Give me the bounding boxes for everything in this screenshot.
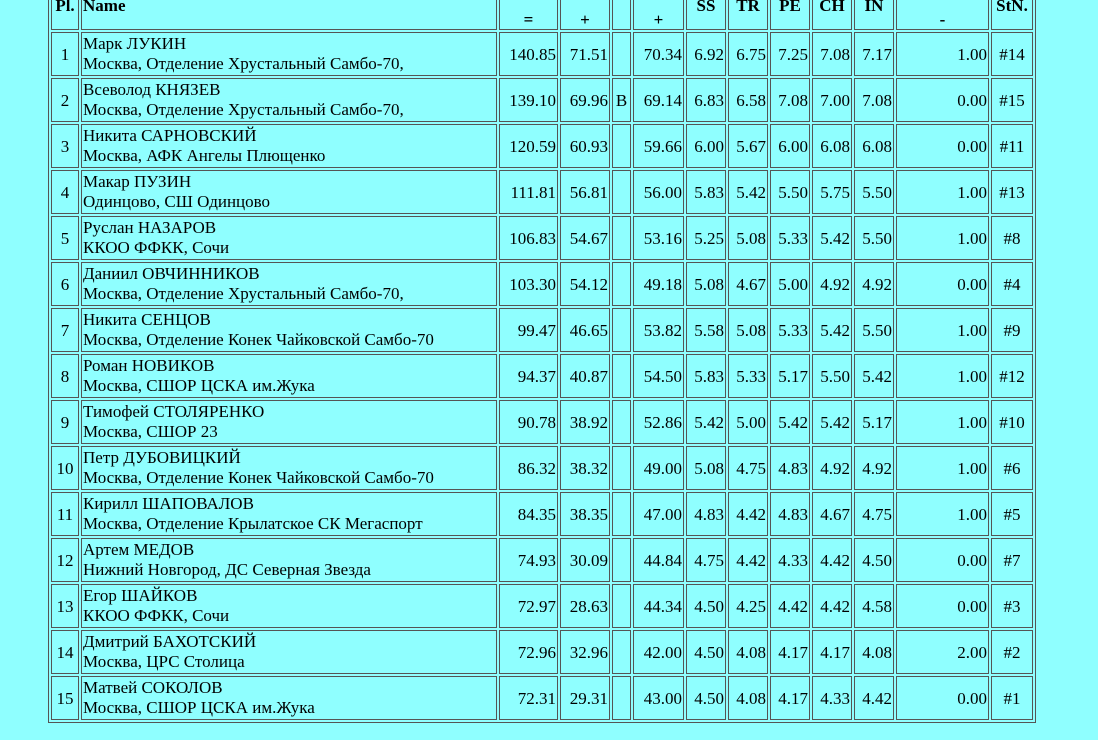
table-row [51, 32, 1033, 76]
cell-ch: 5.42 [812, 216, 852, 260]
cell-total-score: 103.30 [499, 262, 558, 306]
cell-in: 4.58 [854, 584, 894, 628]
cell-component-score: 44.34 [633, 584, 684, 628]
table-row [51, 354, 1033, 398]
cell-mark [612, 492, 631, 536]
cell-ch: 4.92 [812, 262, 852, 306]
cell-ch: 5.50 [812, 354, 852, 398]
cell-total-score: 90.78 [499, 400, 558, 444]
cell-in: 5.17 [854, 400, 894, 444]
cell-ss: 5.58 [686, 308, 726, 352]
skater-club: Москва, Отделение Хрустальный Самбо-70, [83, 54, 404, 73]
cell-deductions: 1.00 [896, 308, 989, 352]
cell-deductions: 1.00 [896, 354, 989, 398]
header-tss [499, 0, 558, 30]
cell-mark [612, 354, 631, 398]
header-ch: CH [812, 0, 852, 30]
table-row [51, 400, 1033, 444]
header-tss-label: = [523, 10, 534, 29]
cell-component-score: 53.16 [633, 216, 684, 260]
cell-element-score: 54.67 [560, 216, 610, 260]
cell-tr: 5.67 [728, 124, 768, 168]
cell-ss: 4.75 [686, 538, 726, 582]
cell-element-score: 28.63 [560, 584, 610, 628]
cell-tr: 4.08 [728, 676, 768, 720]
cell-start-number: #14 [991, 32, 1033, 76]
cell-deductions: 1.00 [896, 492, 989, 536]
cell-in: 5.50 [854, 216, 894, 260]
cell-deductions: 1.00 [896, 32, 989, 76]
cell-skater [81, 676, 497, 720]
cell-place: 8 [51, 354, 79, 398]
cell-tr: 5.00 [728, 400, 768, 444]
header-pcs-label: + [653, 10, 664, 29]
cell-ch: 4.92 [812, 446, 852, 490]
cell-place: 5 [51, 216, 79, 260]
cell-pe: 5.50 [770, 170, 810, 214]
cell-place: 3 [51, 124, 79, 168]
cell-ss: 4.50 [686, 676, 726, 720]
cell-component-score: 44.84 [633, 538, 684, 582]
cell-tr: 4.75 [728, 446, 768, 490]
skater-club: ККОО ФФКК, Сочи [83, 238, 230, 257]
header-row [51, 0, 1033, 30]
cell-skater [81, 262, 497, 306]
cell-start-number: #15 [991, 78, 1033, 122]
skater-name: Марк ЛУКИН [83, 34, 187, 53]
table-row [51, 170, 1033, 214]
skater-name: Никита СЕНЦОВ [83, 310, 211, 329]
table-row [51, 446, 1033, 490]
cell-component-score: 43.00 [633, 676, 684, 720]
header-tes [560, 0, 610, 30]
skater-club: Москва, СШОР ЦСКА им.Жука [83, 698, 315, 717]
skater-club: Москва, СШОР 23 [83, 422, 218, 441]
cell-skater [81, 584, 497, 628]
cell-total-score: 72.31 [499, 676, 558, 720]
cell-start-number: #4 [991, 262, 1033, 306]
skater-name: Егор ШАЙКОВ [83, 586, 198, 605]
cell-component-score: 70.34 [633, 32, 684, 76]
cell-total-score: 86.32 [499, 446, 558, 490]
cell-ch: 4.42 [812, 538, 852, 582]
cell-ss: 6.83 [686, 78, 726, 122]
cell-pe: 4.83 [770, 492, 810, 536]
header-place: Pl. [51, 0, 79, 30]
cell-in: 4.75 [854, 492, 894, 536]
cell-tr: 5.42 [728, 170, 768, 214]
cell-component-score: 47.00 [633, 492, 684, 536]
cell-ss: 5.25 [686, 216, 726, 260]
cell-place: 6 [51, 262, 79, 306]
cell-deductions: 2.00 [896, 630, 989, 674]
cell-ch: 6.08 [812, 124, 852, 168]
skater-club: Москва, АФК Ангелы Плющенко [83, 146, 326, 165]
cell-pe: 6.00 [770, 124, 810, 168]
table-row [51, 124, 1033, 168]
cell-place: 1 [51, 32, 79, 76]
cell-mark [612, 216, 631, 260]
cell-deductions: 1.00 [896, 170, 989, 214]
header-start-number: StN. [991, 0, 1033, 30]
cell-element-score: 32.96 [560, 630, 610, 674]
cell-in: 5.42 [854, 354, 894, 398]
cell-mark [612, 584, 631, 628]
cell-start-number: #2 [991, 630, 1033, 674]
header-tes-label: + [580, 10, 590, 29]
results-table [48, 0, 1036, 723]
cell-element-score: 60.93 [560, 124, 610, 168]
cell-total-score: 106.83 [499, 216, 558, 260]
cell-start-number: #11 [991, 124, 1033, 168]
cell-start-number: #12 [991, 354, 1033, 398]
cell-ss: 5.83 [686, 354, 726, 398]
cell-place: 4 [51, 170, 79, 214]
header-name-label: Name [83, 0, 126, 15]
header-tr: TR [728, 0, 768, 30]
skater-club: Нижний Новгород, ДС Северная Звезда [83, 560, 371, 579]
skater-club: Москва, Отделение Крылатское СК Мегаспорт [83, 514, 423, 533]
cell-component-score: 54.50 [633, 354, 684, 398]
cell-pe: 4.33 [770, 538, 810, 582]
cell-deductions: 0.00 [896, 262, 989, 306]
cell-start-number: #13 [991, 170, 1033, 214]
header-deductions-label: - [939, 10, 946, 29]
table-row [51, 676, 1033, 720]
header-name [81, 0, 497, 30]
cell-deductions: 0.00 [896, 584, 989, 628]
cell-place: 14 [51, 630, 79, 674]
cell-component-score: 52.86 [633, 400, 684, 444]
table-row [51, 492, 1033, 536]
cell-element-score: 29.31 [560, 676, 610, 720]
cell-pe: 5.17 [770, 354, 810, 398]
results-container [48, 0, 1036, 723]
cell-in: 5.50 [854, 308, 894, 352]
cell-mark [612, 32, 631, 76]
cell-mark [612, 308, 631, 352]
cell-mark [612, 400, 631, 444]
skater-name: Тимофей СТОЛЯРЕНКО [83, 402, 265, 421]
cell-deductions: 0.00 [896, 538, 989, 582]
cell-start-number: #6 [991, 446, 1033, 490]
cell-start-number: #9 [991, 308, 1033, 352]
cell-ch: 4.33 [812, 676, 852, 720]
cell-skater [81, 32, 497, 76]
cell-element-score: 38.92 [560, 400, 610, 444]
cell-total-score: 72.97 [499, 584, 558, 628]
cell-ch: 4.42 [812, 584, 852, 628]
cell-total-score: 120.59 [499, 124, 558, 168]
cell-element-score: 56.81 [560, 170, 610, 214]
cell-deductions: 0.00 [896, 676, 989, 720]
cell-deductions: 1.00 [896, 400, 989, 444]
table-row [51, 630, 1033, 674]
skater-name: Матвей СОКОЛОВ [83, 678, 223, 697]
cell-ss: 6.92 [686, 32, 726, 76]
skater-name: Роман НОВИКОВ [83, 356, 215, 375]
cell-pe: 4.17 [770, 676, 810, 720]
cell-mark [612, 446, 631, 490]
cell-element-score: 30.09 [560, 538, 610, 582]
cell-pe: 5.00 [770, 262, 810, 306]
skater-club: Москва, СШОР ЦСКА им.Жука [83, 376, 315, 395]
cell-pe: 4.42 [770, 584, 810, 628]
skater-name: Всеволод КНЯЗЕВ [83, 80, 221, 99]
cell-element-score: 46.65 [560, 308, 610, 352]
cell-ch: 5.42 [812, 400, 852, 444]
cell-ch: 5.75 [812, 170, 852, 214]
skater-name: Кирилл ШАПОВАЛОВ [83, 494, 254, 513]
cell-place: 10 [51, 446, 79, 490]
cell-ch: 4.67 [812, 492, 852, 536]
skater-club: Одинцово, СШ Одинцово [83, 192, 271, 211]
results-body [51, 32, 1033, 720]
cell-in: 7.17 [854, 32, 894, 76]
header-in: IN [854, 0, 894, 30]
cell-start-number: #7 [991, 538, 1033, 582]
table-row [51, 262, 1033, 306]
skater-club: Москва, Отделение Конек Чайковской Самбо-70 [83, 468, 434, 487]
skater-name: Руслан НАЗАРОВ [83, 218, 217, 237]
cell-mark [612, 538, 631, 582]
cell-tr: 4.42 [728, 492, 768, 536]
cell-place: 15 [51, 676, 79, 720]
cell-total-score: 74.93 [499, 538, 558, 582]
cell-deductions: 0.00 [896, 124, 989, 168]
cell-start-number: #1 [991, 676, 1033, 720]
table-row [51, 308, 1033, 352]
header-ss: SS [686, 0, 726, 30]
cell-place: 12 [51, 538, 79, 582]
cell-total-score: 94.37 [499, 354, 558, 398]
cell-ss: 5.08 [686, 262, 726, 306]
cell-skater [81, 400, 497, 444]
cell-ch: 7.08 [812, 32, 852, 76]
cell-deductions: 0.00 [896, 78, 989, 122]
skater-club: ККОО ФФКК, Сочи [83, 606, 230, 625]
cell-start-number: #5 [991, 492, 1033, 536]
cell-component-score: 42.00 [633, 630, 684, 674]
cell-pe: 4.17 [770, 630, 810, 674]
cell-ss: 4.50 [686, 584, 726, 628]
cell-skater [81, 630, 497, 674]
cell-ss: 5.42 [686, 400, 726, 444]
cell-pe: 5.33 [770, 216, 810, 260]
skater-name: Макар ПУЗИН [83, 172, 192, 191]
cell-element-score: 71.51 [560, 32, 610, 76]
cell-total-score: 99.47 [499, 308, 558, 352]
cell-skater [81, 124, 497, 168]
cell-mark: B [612, 78, 631, 122]
cell-place: 7 [51, 308, 79, 352]
skater-name: Даниил ОВЧИННИКОВ [83, 264, 260, 283]
cell-skater [81, 354, 497, 398]
cell-total-score: 139.10 [499, 78, 558, 122]
header-pe: PE [770, 0, 810, 30]
cell-pe: 4.83 [770, 446, 810, 490]
cell-place: 13 [51, 584, 79, 628]
cell-in: 4.42 [854, 676, 894, 720]
cell-mark [612, 676, 631, 720]
cell-element-score: 38.32 [560, 446, 610, 490]
header-mark [612, 0, 631, 30]
skater-club: Москва, ЦРС Столица [83, 652, 245, 671]
cell-total-score: 72.96 [499, 630, 558, 674]
cell-mark [612, 124, 631, 168]
cell-tr: 5.08 [728, 216, 768, 260]
cell-skater [81, 216, 497, 260]
cell-skater [81, 446, 497, 490]
header-deductions [896, 0, 989, 30]
skater-club: Москва, Отделение Конек Чайковской Самбо-70 [83, 330, 434, 349]
cell-component-score: 59.66 [633, 124, 684, 168]
skater-name: Никита САРНОВСКИЙ [83, 126, 257, 145]
cell-tr: 4.67 [728, 262, 768, 306]
skater-club: Москва, Отделение Хрустальный Самбо-70, [83, 284, 404, 303]
cell-total-score: 111.81 [499, 170, 558, 214]
cell-skater [81, 78, 497, 122]
cell-start-number: #10 [991, 400, 1033, 444]
cell-component-score: 53.82 [633, 308, 684, 352]
cell-start-number: #8 [991, 216, 1033, 260]
cell-mark [612, 262, 631, 306]
cell-pe: 5.42 [770, 400, 810, 444]
cell-skater [81, 538, 497, 582]
skater-name: Петр ДУБОВИЦКИЙ [83, 448, 241, 467]
cell-tr: 5.33 [728, 354, 768, 398]
cell-in: 4.08 [854, 630, 894, 674]
cell-skater [81, 170, 497, 214]
cell-in: 7.08 [854, 78, 894, 122]
cell-mark [612, 170, 631, 214]
skater-name: Дмитрий БАХОТСКИЙ [83, 632, 257, 651]
cell-ss: 4.50 [686, 630, 726, 674]
cell-element-score: 69.96 [560, 78, 610, 122]
cell-mark [612, 630, 631, 674]
cell-ch: 4.17 [812, 630, 852, 674]
table-row [51, 584, 1033, 628]
cell-ss: 6.00 [686, 124, 726, 168]
cell-in: 5.50 [854, 170, 894, 214]
cell-tr: 4.42 [728, 538, 768, 582]
cell-total-score: 140.85 [499, 32, 558, 76]
table-row [51, 538, 1033, 582]
table-row [51, 216, 1033, 260]
cell-ch: 7.00 [812, 78, 852, 122]
cell-tr: 4.08 [728, 630, 768, 674]
cell-pe: 5.33 [770, 308, 810, 352]
cell-element-score: 38.35 [560, 492, 610, 536]
cell-component-score: 49.18 [633, 262, 684, 306]
cell-ss: 4.83 [686, 492, 726, 536]
cell-pe: 7.25 [770, 32, 810, 76]
cell-component-score: 49.00 [633, 446, 684, 490]
cell-element-score: 54.12 [560, 262, 610, 306]
cell-place: 11 [51, 492, 79, 536]
cell-in: 4.92 [854, 446, 894, 490]
cell-in: 4.50 [854, 538, 894, 582]
cell-tr: 4.25 [728, 584, 768, 628]
cell-place: 9 [51, 400, 79, 444]
skater-name: Артем МЕДОВ [83, 540, 195, 559]
cell-in: 4.92 [854, 262, 894, 306]
header-pcs [633, 0, 684, 30]
cell-component-score: 56.00 [633, 170, 684, 214]
cell-total-score: 84.35 [499, 492, 558, 536]
cell-component-score: 69.14 [633, 78, 684, 122]
cell-tr: 5.08 [728, 308, 768, 352]
cell-tr: 6.58 [728, 78, 768, 122]
cell-deductions: 1.00 [896, 446, 989, 490]
cell-element-score: 40.87 [560, 354, 610, 398]
cell-ss: 5.83 [686, 170, 726, 214]
cell-tr: 6.75 [728, 32, 768, 76]
cell-skater [81, 492, 497, 536]
cell-deductions: 1.00 [896, 216, 989, 260]
cell-pe: 7.08 [770, 78, 810, 122]
cell-ss: 5.08 [686, 446, 726, 490]
table-row [51, 78, 1033, 122]
cell-ch: 5.42 [812, 308, 852, 352]
cell-skater [81, 308, 497, 352]
cell-place: 2 [51, 78, 79, 122]
cell-start-number: #3 [991, 584, 1033, 628]
skater-club: Москва, Отделение Хрустальный Самбо-70, [83, 100, 404, 119]
cell-in: 6.08 [854, 124, 894, 168]
